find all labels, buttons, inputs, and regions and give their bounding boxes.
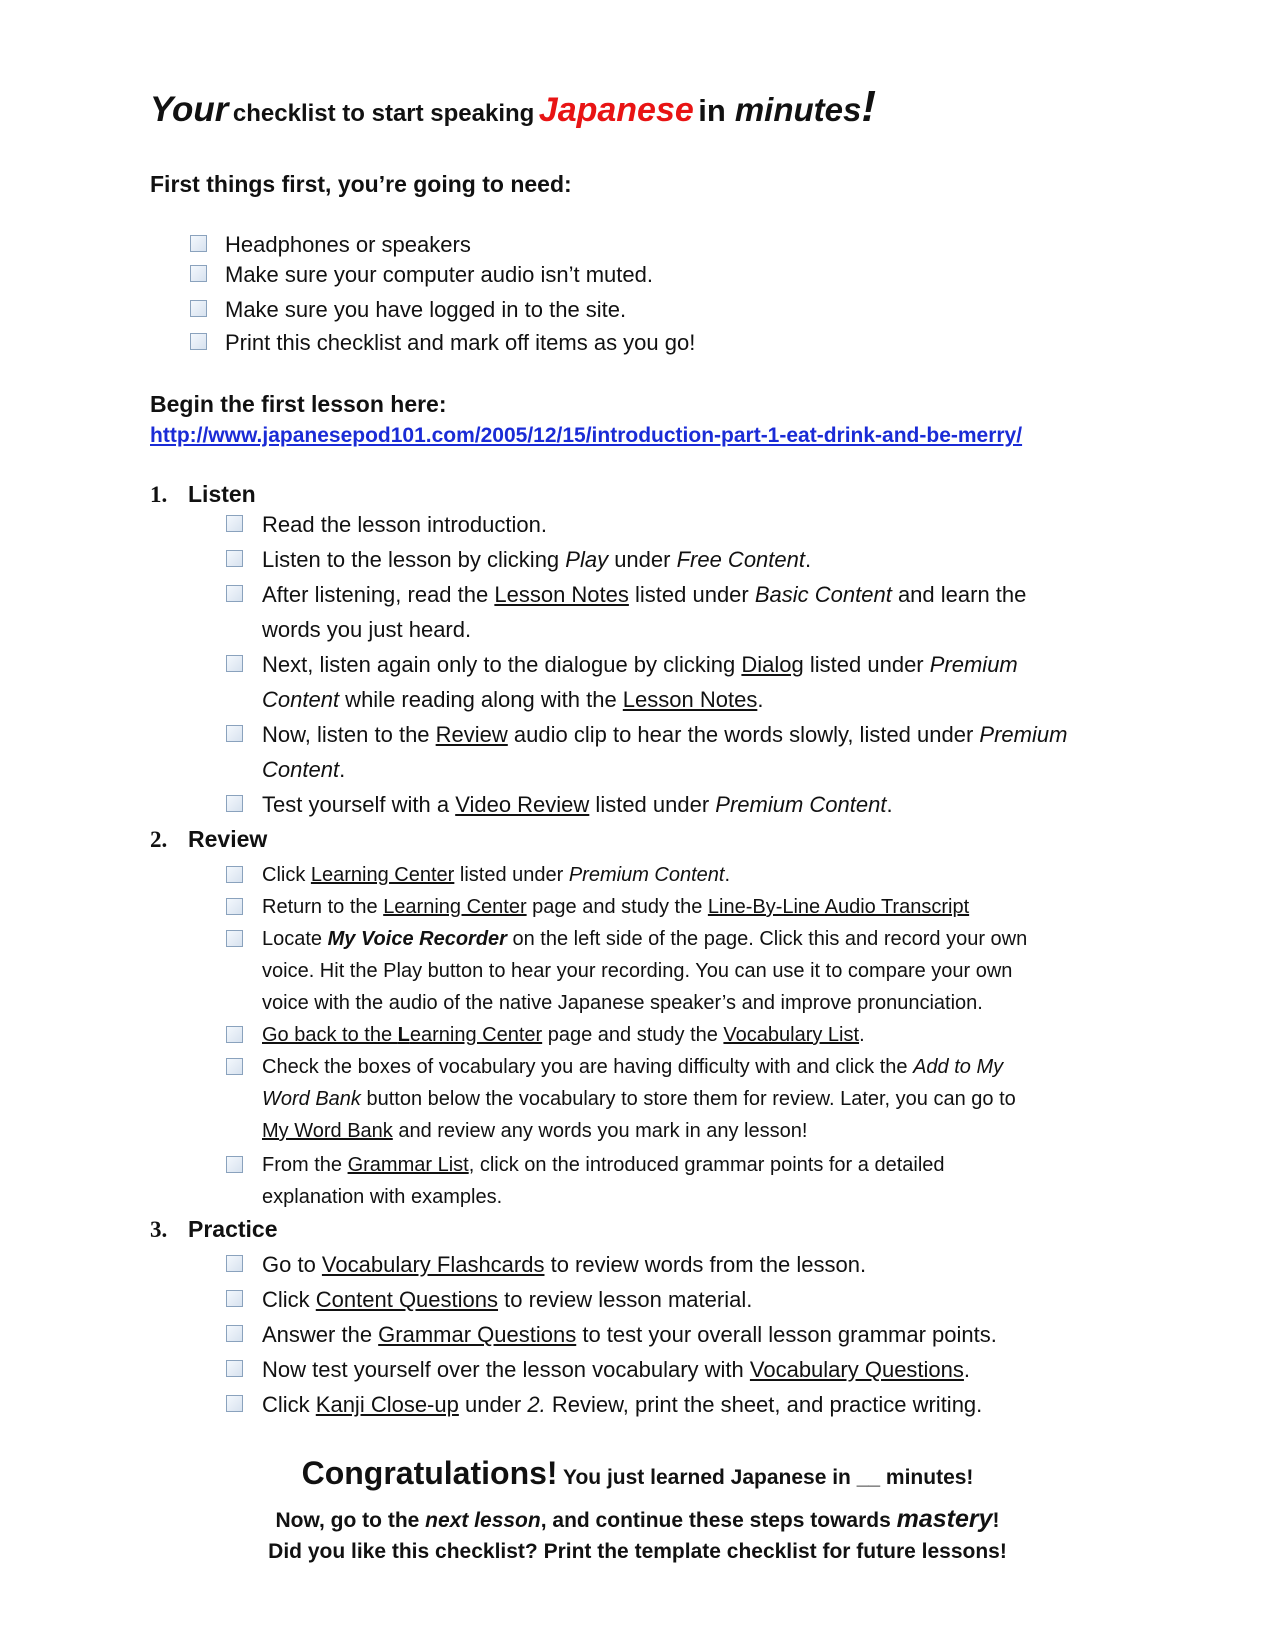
template-line: Did you like this checklist? Print the template checklist for future lessons! [268, 1540, 1007, 1563]
list-item: After listening, read the Lesson Notes listed under Basic Content and learn the [262, 582, 1027, 607]
list-item: Click Kanji Close-up under 2. Review, print the sheet, and practice writing. [262, 1392, 983, 1417]
list-item: Click Learning Center listed under Premium Content. [262, 864, 731, 886]
vocabulary-questions-link[interactable]: Vocabulary Questions [749, 1357, 964, 1382]
dialog-link[interactable]: Dialog [741, 652, 804, 677]
list-item: Return to the Learning Center page and study the Line-By-Line Audio Transcript [262, 896, 970, 918]
list-item: Listen to the lesson by clicking Play under Free Content. [262, 547, 812, 572]
my-word-bank-link[interactable]: My Word Bank [262, 1120, 393, 1142]
checkbox[interactable] [226, 1255, 243, 1272]
kanji-closeup-link[interactable]: Kanji Close-up [315, 1392, 459, 1417]
learning-center-link[interactable]: Learning Center [383, 896, 527, 918]
checkbox[interactable] [226, 1026, 243, 1043]
list-item-continued: words you just heard. [262, 617, 472, 642]
checkbox[interactable] [226, 1360, 243, 1377]
list-item: Make sure your computer audio isn’t muted. [225, 262, 653, 287]
learning-center-link[interactable]: Learning Center [310, 864, 455, 886]
list-item-continued: voice. Hit the Play button to hear your recording. You can use it to compare your own [262, 960, 1013, 982]
list-item: Now test yourself over the lesson vocabulary with Vocabulary Questions. [262, 1357, 971, 1382]
grammar-questions-link[interactable]: Grammar Questions [378, 1322, 577, 1347]
begin-heading: Begin the first lesson here: [150, 391, 447, 417]
list-item: Read the lesson introduction. [262, 512, 547, 537]
lesson-notes-link[interactable]: Lesson Notes [494, 582, 629, 607]
learning-center-link[interactable]: earning Center [409, 1024, 543, 1046]
checkbox[interactable] [226, 898, 243, 915]
checkbox[interactable] [226, 725, 243, 742]
review-link[interactable]: Review [435, 722, 508, 747]
vocabulary-flashcards-link[interactable]: Vocabulary Flashcards [321, 1252, 545, 1277]
list-item-continued: Content while reading along with the Lesson Notes. [262, 687, 764, 712]
checkbox[interactable] [226, 655, 243, 672]
list-item-continued: Word Bank button below the vocabulary to store them for review. Later, you can go to [262, 1088, 1016, 1110]
list-item: Answer the Grammar Questions to test your overall lesson grammar points. [262, 1322, 997, 1347]
content-questions-link[interactable]: Content Questions [315, 1287, 499, 1312]
checkbox[interactable] [226, 550, 243, 567]
audio-transcript-link[interactable]: Line-By-Line Audio Transcript [707, 896, 970, 918]
list-item: Print this checklist and mark off items as you go! [225, 330, 696, 355]
list-item: Make sure you have logged in to the site. [225, 297, 627, 322]
list-item: Next, listen again only to the dialogue by clicking Dialog listed under Premium [262, 652, 1018, 677]
list-item-continued: My Word Bank and review any words you mark in any lesson! [262, 1120, 808, 1142]
list-item-continued: Content. [262, 757, 346, 782]
checkbox[interactable] [226, 1325, 243, 1342]
list-item: Go back to the Learning Center page and study the Vocabulary List. [262, 1024, 865, 1046]
list-item: Go to Vocabulary Flashcards to review words from the lesson. [262, 1252, 867, 1277]
checkbox[interactable] [190, 333, 207, 350]
next-lesson-line: Now, go to the next lesson, and continue these steps towards mastery! [275, 1505, 1000, 1533]
checkbox[interactable] [226, 1290, 243, 1307]
checkbox[interactable] [190, 265, 207, 282]
checkbox[interactable] [226, 1395, 243, 1412]
checkbox[interactable] [226, 1058, 243, 1075]
go-back-link[interactable]: Go back to the [262, 1024, 398, 1046]
checkbox[interactable] [190, 300, 207, 317]
checkbox[interactable] [226, 930, 243, 947]
congrats-line: Congratulations! You just learned Japanese in __ minutes! [301, 1455, 974, 1491]
list-item: From the Grammar List, click on the introduced grammar points for a detailed [262, 1154, 945, 1176]
list-item: Locate My Voice Recorder on the left side of the page. Click this and record your own [262, 928, 1028, 950]
section-practice-heading: 3. Practice [150, 1216, 278, 1242]
section-listen-heading: 1. Listen [150, 481, 256, 507]
list-item: Headphones or speakers [225, 232, 471, 257]
prep-heading: First things first, you’re going to need: [150, 171, 572, 197]
checkbox[interactable] [226, 866, 243, 883]
lesson-notes-link[interactable]: Lesson Notes [622, 687, 758, 712]
checkbox[interactable] [190, 235, 207, 252]
list-item: Test yourself with a Video Review listed under Premium Content. [262, 792, 893, 817]
page-title: Your checklist to start speaking Japanese in minutes! [150, 82, 876, 131]
list-item: Now, listen to the Review audio clip to hear the words slowly, listed under Premium [262, 722, 1068, 747]
checkbox[interactable] [226, 1156, 243, 1173]
list-item: Check the boxes of vocabulary you are having difficulty with and click the Add to My [262, 1056, 1004, 1078]
section-review-heading: 2. Review [150, 826, 268, 852]
grammar-list-link[interactable]: Grammar List [347, 1154, 469, 1176]
vocabulary-list-link[interactable]: Vocabulary List [723, 1024, 860, 1046]
checkbox[interactable] [226, 585, 243, 602]
list-item-continued: voice with the audio of the native Japanese speaker’s and improve pronunciation. [262, 992, 983, 1014]
checkbox[interactable] [226, 795, 243, 812]
list-item: Click Content Questions to review lesson material. [262, 1287, 753, 1312]
checkbox[interactable] [226, 515, 243, 532]
lesson-link[interactable]: http://www.japanesepod101.com/2005/12/15/introduction-part-1-eat-drink-and-be-merry/ [150, 424, 1023, 447]
video-review-link[interactable]: Video Review [455, 792, 590, 817]
list-item-continued: explanation with examples. [262, 1186, 503, 1208]
